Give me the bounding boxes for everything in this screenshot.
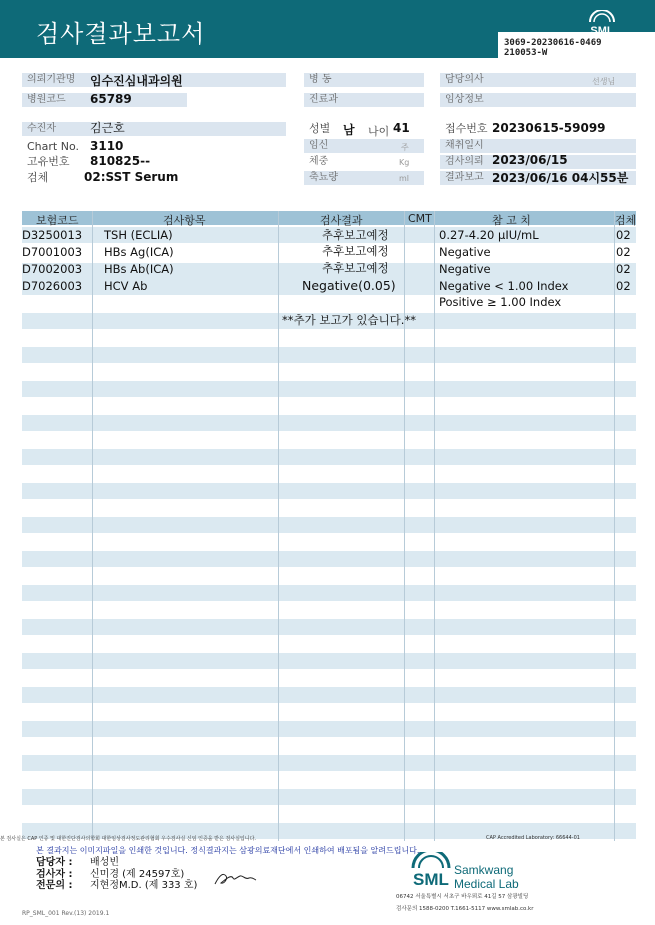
result-date-label: 결과보고 [440,171,636,185]
table-band [22,347,636,363]
ward-label: 병 동 [304,73,424,87]
preg-label: 임신 [304,139,424,153]
specialist-value: 지현정M.D. (제 333 호) [90,880,198,891]
tester-value: 신미경 (제 24597호) [90,869,185,880]
table-row-code: D7002003 [22,262,83,276]
hosp-code-label: 병원코드 [22,93,187,107]
table-row-item: HCV Ab [104,279,148,293]
table-band [22,449,636,465]
chart-label: Chart No. [27,140,79,153]
receipt-label: 접수번호 [445,122,488,135]
table-band [22,687,636,703]
collect-label: 채취일시 [440,139,636,153]
col-header-code: 보험코드 [36,214,79,227]
table-band [22,789,636,805]
req-date-label: 검사의뢰 [440,155,636,169]
patient-value: 김근호 [90,121,125,135]
staff-value: 배성빈 [90,857,119,868]
table-row-ref: Negative < 1.00 Index [439,279,569,293]
table-row-ref: 0.27-4.20 μIU/mL [439,228,539,242]
table-row-spec: 02 [616,279,631,293]
specialist-label: 전문의 : [36,880,73,891]
signature-icon [213,868,257,888]
weight-unit: Kg [399,158,410,167]
specimen-label: 검체 [27,171,49,184]
sml-logo-icon [584,10,620,36]
table-band [22,517,636,533]
urine-unit: ml [399,174,410,183]
age-value: 41 [393,121,410,135]
sex-value: 남 [343,123,355,137]
chart-value: 3110 [90,139,124,153]
doctor-label: 담당의사 [440,73,636,87]
table-row-item: HBs Ag(ICA) [104,245,174,259]
patient-label: 수진자 [22,122,286,136]
id-label: 고유번호 [27,155,70,168]
report-number-suffix: 210053-W [504,48,548,58]
additional-report-note: **추가 보고가 있습니다.** [282,313,416,327]
col-header-spec: 검체 [615,214,637,227]
urine-label: 축뇨량 [304,171,424,185]
result-date-value: 2023/06/16 04시55분 [492,171,629,185]
table-row-result: 추후보고예정 [322,244,389,258]
report-title: 검사결과보고서 [36,20,206,48]
table-row-ref-extra: Positive ≥ 1.00 Index [439,295,562,309]
print-notice: 본 결과지는 이미지파일을 인쇄한 것입니다. 정식결과지는 삼광의료재단에서 인쇄하여 배포됨을 알려드립니다. [36,846,420,855]
table-row-result: 추후보고예정 [322,228,389,242]
table-row-result: 추후보고예정 [322,261,389,275]
col-header-item: 검사항목 [163,214,206,227]
table-band [22,721,636,737]
table-row-code: D3250013 [22,228,83,242]
report-number: 3069-20230616-0469 [504,38,602,48]
table-band [22,585,636,601]
sex-label: 성별 [309,122,331,135]
dept-label: 진료과 [304,93,424,107]
specimen-value: 02:SST Serum [84,170,179,184]
col-header-ref: 참 고 치 [492,214,531,227]
req-org-label: 의뢰기관명 [22,73,286,87]
col-header-cmt: CMT [408,212,432,225]
table-row-result: Negative(0.05) [302,278,396,293]
cap-accreditation: CAP Accredited Laboratory: 66644-01 [486,835,580,841]
cert-statement: 본 검사실은 CAP 인증 및 대한진단검사의학회 대한임상검사정도관리협회 우수검사실 신임 인증을 받은 검사실입니다. [0,836,257,842]
form-number: RP_SML_001 Rev.(13) 2019.1 [22,910,110,917]
table-row-spec: 02 [616,245,631,259]
table-row-ref: Negative [439,262,491,276]
hosp-code-value: 65789 [90,92,132,106]
preg-unit: 주 [401,143,409,152]
table-row-item: TSH (ECLIA) [104,228,173,242]
brand-name-1: Samkwang [454,863,514,877]
col-header-result: 검사결과 [320,214,363,227]
table-band [22,415,636,431]
clinical-label: 임상정보 [440,93,636,107]
lab-contact: 검사문의 1588-0200 T.1661-5117 www.smlab.co.kr [396,906,534,912]
table-band [22,653,636,669]
table-row-item: HBs Ab(ICA) [104,262,174,276]
table-band [22,551,636,567]
req-org-value: 임수진심내과의원 [90,74,183,88]
table-row-ref: Negative [439,245,491,259]
table-row-code: D7001003 [22,245,83,259]
table-band [22,755,636,771]
sml-logo-text: SML [590,25,614,36]
table-band [22,619,636,635]
samkwang-logo-icon [405,852,457,888]
id-value: 810825-- [90,154,151,168]
receipt-value: 20230615-59099 [492,121,606,135]
doctor-unit: 선생님 [592,77,616,86]
table-row-spec: 02 [616,228,631,242]
table-band [22,381,636,397]
brand-name-2: Medical Lab [454,877,519,891]
weight-label: 체중 [309,156,329,167]
staff-label: 담당자 : [36,857,73,868]
samkwang-logo-text: SML [413,870,449,888]
table-band [22,483,636,499]
table-row-code: D7026003 [22,279,83,293]
lab-address: 06742 서울특별시 서초구 바우뫼로 41길 57 삼광빌딩 [396,894,529,900]
tester-label: 검사자 : [36,869,73,880]
table-row-spec: 02 [616,262,631,276]
age-label: 나이 [368,125,390,138]
req-date-value: 2023/06/15 [492,153,568,167]
